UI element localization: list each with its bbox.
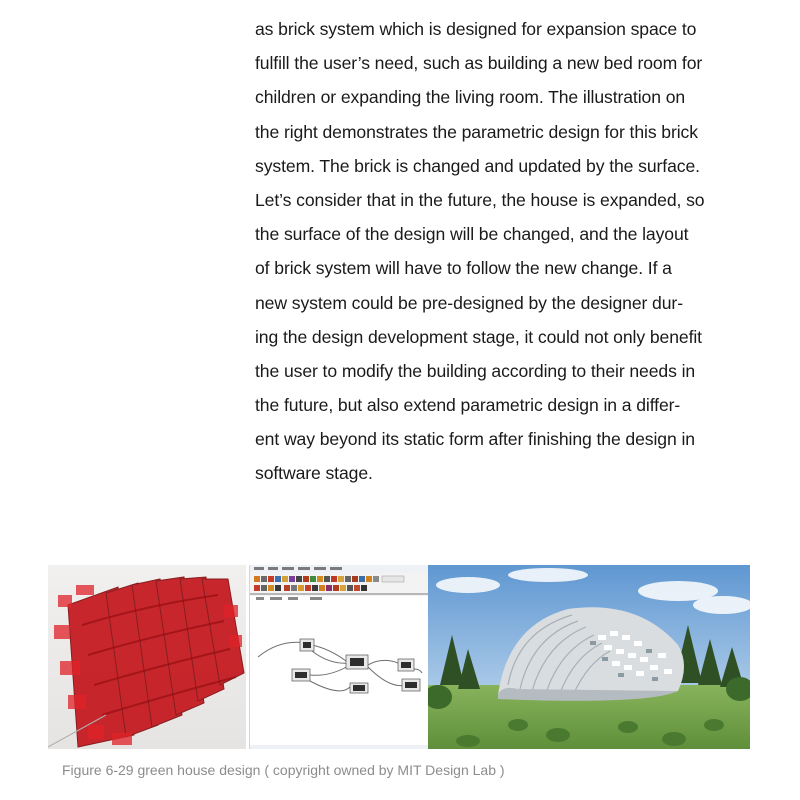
paragraph-line: Let’s consider that in the future, the house is expanded, so (255, 189, 705, 210)
paragraph-line: of brick system will have to follow the new change. If a (255, 258, 672, 279)
paragraph-line: ing the design development stage, it could not only benefit (255, 326, 702, 347)
paragraph-line: ent way beyond its static form after finishing the design in (255, 429, 695, 450)
green-house-illustration (428, 565, 750, 749)
body-paragraph (255, 12, 775, 491)
red-brick-model-illustration (48, 565, 246, 749)
figure-6-29 (48, 565, 750, 749)
paragraph-line: the user to modify the building according to their needs in (255, 360, 696, 381)
green-house-rendering (428, 565, 750, 749)
paragraph-line: the right demonstrates the parametric design for this brick (255, 121, 698, 142)
paragraph-line: the surface of the design will be changed, and the layout (255, 224, 689, 245)
paragraph-line: children or expanding the living room. The illustration on (255, 87, 686, 108)
figure-caption: Figure 6-29 green house design ( copyright owned by MIT Design Lab ) (62, 762, 505, 778)
paragraph-line: fulfill the user’s need, such as building a new bed room for (255, 53, 703, 74)
paragraph-line: system. The brick is changed and updated by the surface. (255, 155, 700, 176)
paragraph-line: new system could be pre-designed by the designer dur- (255, 292, 683, 313)
paragraph-line: the future, but also extend parametric design in a differ- (255, 395, 681, 416)
paragraph-line: software stage. (255, 463, 373, 484)
paragraph-line: as brick system which is designed for expansion space to (255, 19, 697, 39)
red-brick-model-render (48, 565, 246, 749)
